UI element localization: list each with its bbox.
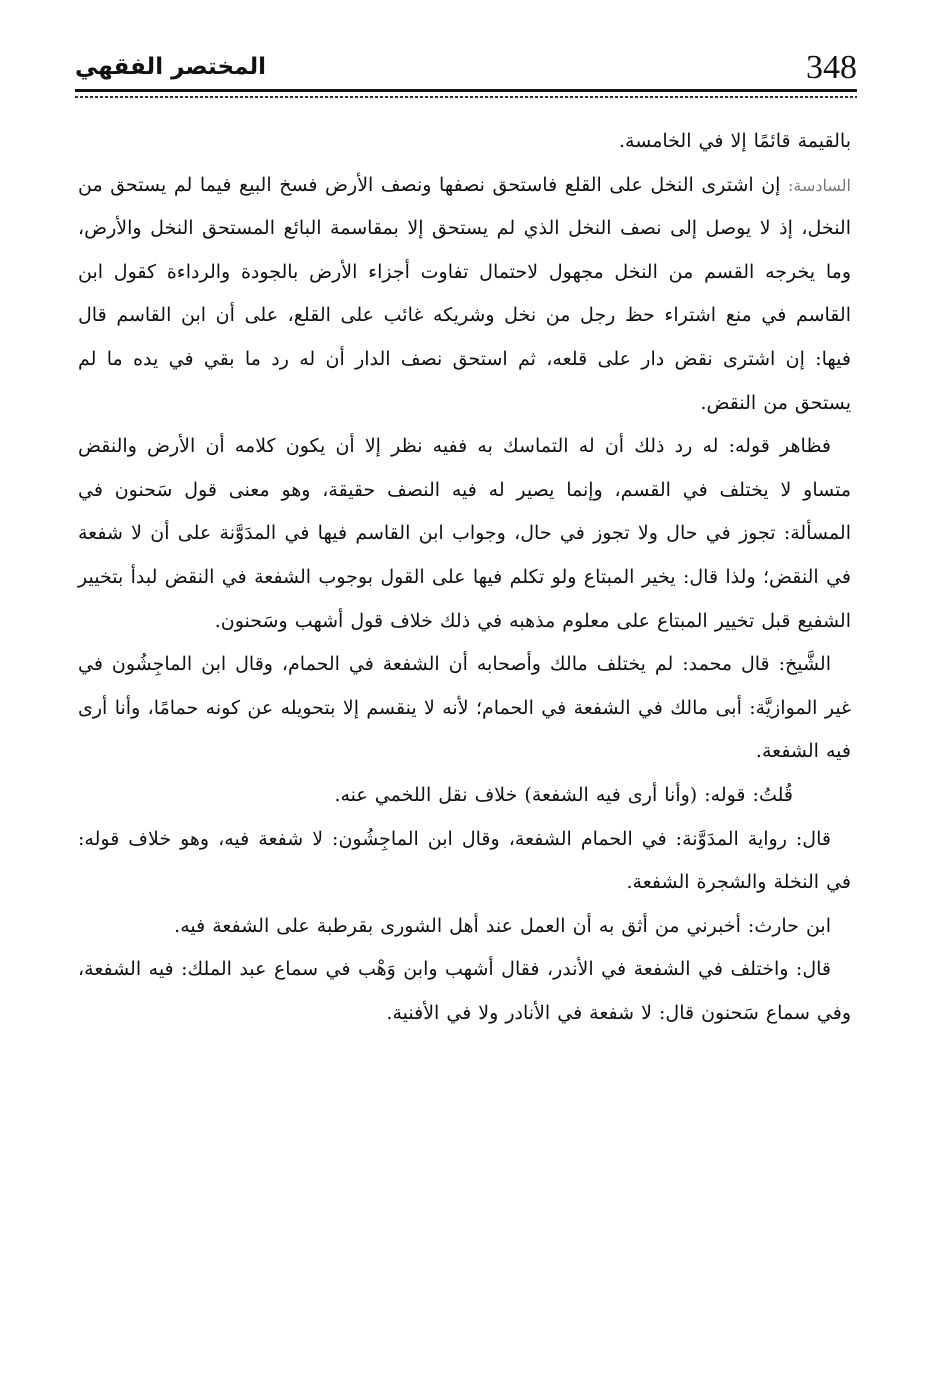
paragraph-text: إن اشترى النخل على القلع فاستحق نصفها ونصف الأرض فسخ البيع فيما لم يستحق من النخل، إذ لا يوصل إلى نصف النخل الذي لم يستحق إلا بمقاسمة البائع المستحق النخل والأرض، وما يخرجه القسم من النخل مجهول لاحتمال تفاوت أجزاء الأرض بالجودة والرداءة كقول ابن القاسم في منع اشتراء حظ رجل من نخل وشريكه غائب على القلع، على أن ابن القاسم قال فيها: إن اشترى نقض دار على قلعه، ثم استحق نصف الدار أن له رد ما بقي في يده ما لم يستحق من النقض. xyxy=(78,173,851,414)
paragraph: الشَّيخ: قال محمد: لم يختلف مالك وأصحابه أن الشفعة في الحمام، وقال ابن الماجِشُون في غير الموازيَّة: أبى مالك في الشفعة في الحمام؛ لأنه لا ينقسم إلا بتحويله عن كونه حمامًا، وأنا أرى فيه الشفعة. xyxy=(78,653,851,763)
paragraph: قُلتُ: قوله: (وأنا أرى فيه الشفعة) خلاف نقل اللخمي عنه. xyxy=(334,783,793,806)
page-number: 348 xyxy=(806,49,857,86)
paragraph: قال: واختلف في الشفعة في الأندر، فقال أشهب وابن وَهْب في سماع عبد الملك: فيه الشفعة، وفي سماع سَحنون قال: لا شفعة في الأنادر ولا في الأفنية. xyxy=(78,958,851,1024)
body-text xyxy=(78,120,851,1035)
paragraph-lead: السادسة: xyxy=(788,175,851,195)
paragraph: بالقيمة قائمًا إلا في الخامسة. xyxy=(619,130,851,152)
paragraph xyxy=(78,164,851,426)
page-header xyxy=(75,40,857,88)
header-rule xyxy=(75,89,857,92)
paragraph: قال: رواية المدَوَّنة: في الحمام الشفعة، وقال ابن الماجِشُون: لا شفعة فيه، وهو خلاف قوله: في النخلة والشجرة الشفعة. xyxy=(78,827,851,894)
header-rule-dotted xyxy=(75,96,857,98)
paragraph: ابن حارث: أخبرني من أثق به أن العمل عند أهل الشورى بقرطبة على الشفعة فيه. xyxy=(174,914,831,937)
running-title: المختصر الفقهي xyxy=(75,54,266,80)
paragraph: فظاهر قوله: له رد ذلك أن له التماسك به ففيه نظر إلا أن يكون كلامه أن الأرض والنقض متساو لا يختلف في القسم، وإنما يصير له فيه النصف حقيقة، وهو معنى قول سَحنون في المسألة: تجوز في حال ولا تجوز في حال، وجواب ابن القاسم فيها في المدَوَّنة على أن لا شفعة في النقض؛ ولذا قال: يخير المبتاع ولو تكلم فيها على القول بوجوب الشفعة في النقض لبدأ بتخيير الشفيع قبل تخيير المبتاع على معلوم مذهبه في ذلك خلاف قول أشهب وسَحنون. xyxy=(78,435,851,632)
